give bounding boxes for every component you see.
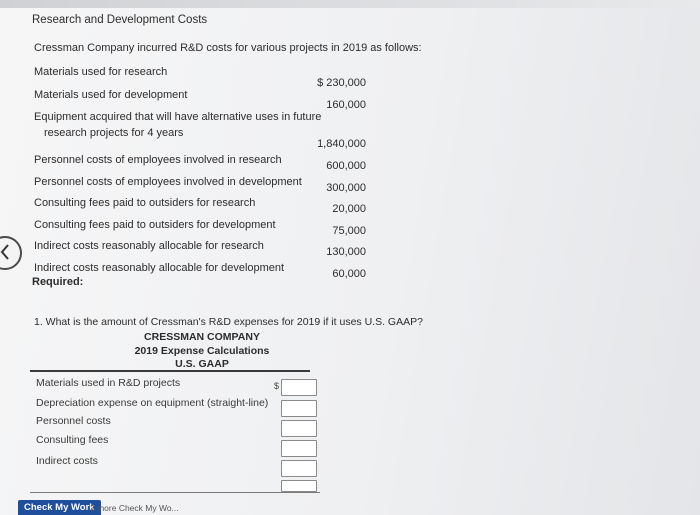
cost-amount-indirect-research: 130,000 bbox=[326, 246, 366, 258]
cost-amount-indirect-development: 60,000 bbox=[332, 268, 366, 280]
input-materials[interactable] bbox=[281, 379, 317, 396]
cost-label-equipment: Equipment acquired that will have alternative uses in future bbox=[34, 111, 322, 123]
cost-label-indirect-development: Indirect costs reasonably allocable for development bbox=[34, 262, 285, 274]
required-heading: Required: bbox=[32, 276, 84, 288]
page-title: Research and Development Costs bbox=[32, 14, 208, 26]
answer-row-materials: Materials used in R&D projects bbox=[36, 377, 181, 389]
input-indirect[interactable] bbox=[281, 460, 317, 477]
check-my-work-button[interactable]: Check My Work bbox=[18, 500, 101, 515]
total-divider bbox=[30, 492, 320, 493]
cost-amount-equipment: 1,840,000 bbox=[317, 138, 366, 150]
cost-label-personnel-research: Personnel costs of employees involved in research bbox=[34, 154, 282, 166]
cost-label-materials-development: Materials used for development bbox=[34, 89, 188, 101]
answer-row-consulting: Consulting fees bbox=[36, 434, 109, 446]
cost-label-consulting-development: Consulting fees paid to outsiders for development bbox=[34, 219, 276, 231]
problem-intro: Cressman Company incurred R&D costs for various projects in 2019 as follows: bbox=[34, 42, 422, 54]
table-divider bbox=[30, 370, 310, 372]
cost-label-materials-research: Materials used for research bbox=[34, 66, 168, 78]
more-checks-text: 3 more Check My Wo... bbox=[90, 503, 179, 513]
question-text: 1. What is the amount of Cressman's R&D expenses for 2019 if it uses U.S. GAAP? bbox=[34, 316, 423, 328]
cost-amount-consulting-research: 20,000 bbox=[332, 203, 366, 215]
answer-row-indirect: Indirect costs bbox=[36, 455, 98, 467]
cost-label-indirect-research: Indirect costs reasonably allocable for research bbox=[34, 240, 264, 252]
cost-label-personnel-development: Personnel costs of employees involved in development bbox=[34, 176, 302, 188]
input-consulting[interactable] bbox=[281, 440, 317, 457]
cost-label-consulting-research: Consulting fees paid to outsiders for research bbox=[34, 197, 256, 209]
answer-row-depreciation: Depreciation expense on equipment (straight-line) bbox=[36, 397, 269, 409]
cost-amount-materials-research: $ 230,000 bbox=[317, 77, 366, 89]
currency-symbol: $ bbox=[274, 381, 280, 391]
answer-company: CRESSMAN COMPANY bbox=[144, 331, 260, 343]
answer-row-personnel: Personnel costs bbox=[36, 415, 111, 427]
input-personnel[interactable] bbox=[281, 420, 317, 437]
top-bar bbox=[0, 0, 700, 8]
answer-basis: U.S. GAAP bbox=[175, 358, 229, 370]
input-depreciation[interactable] bbox=[281, 400, 317, 417]
cost-amount-personnel-development: 300,000 bbox=[326, 182, 366, 194]
cost-amount-personnel-research: 600,000 bbox=[326, 160, 366, 172]
cost-amount-consulting-development: 75,000 bbox=[332, 225, 366, 237]
input-total[interactable] bbox=[281, 480, 317, 492]
answer-subtitle: 2019 Expense Calculations bbox=[134, 345, 270, 357]
chevron-left-icon[interactable] bbox=[0, 236, 22, 270]
cost-label-equipment-line2: research projects for 4 years bbox=[44, 127, 184, 139]
cost-amount-materials-development: 160,000 bbox=[326, 99, 366, 111]
